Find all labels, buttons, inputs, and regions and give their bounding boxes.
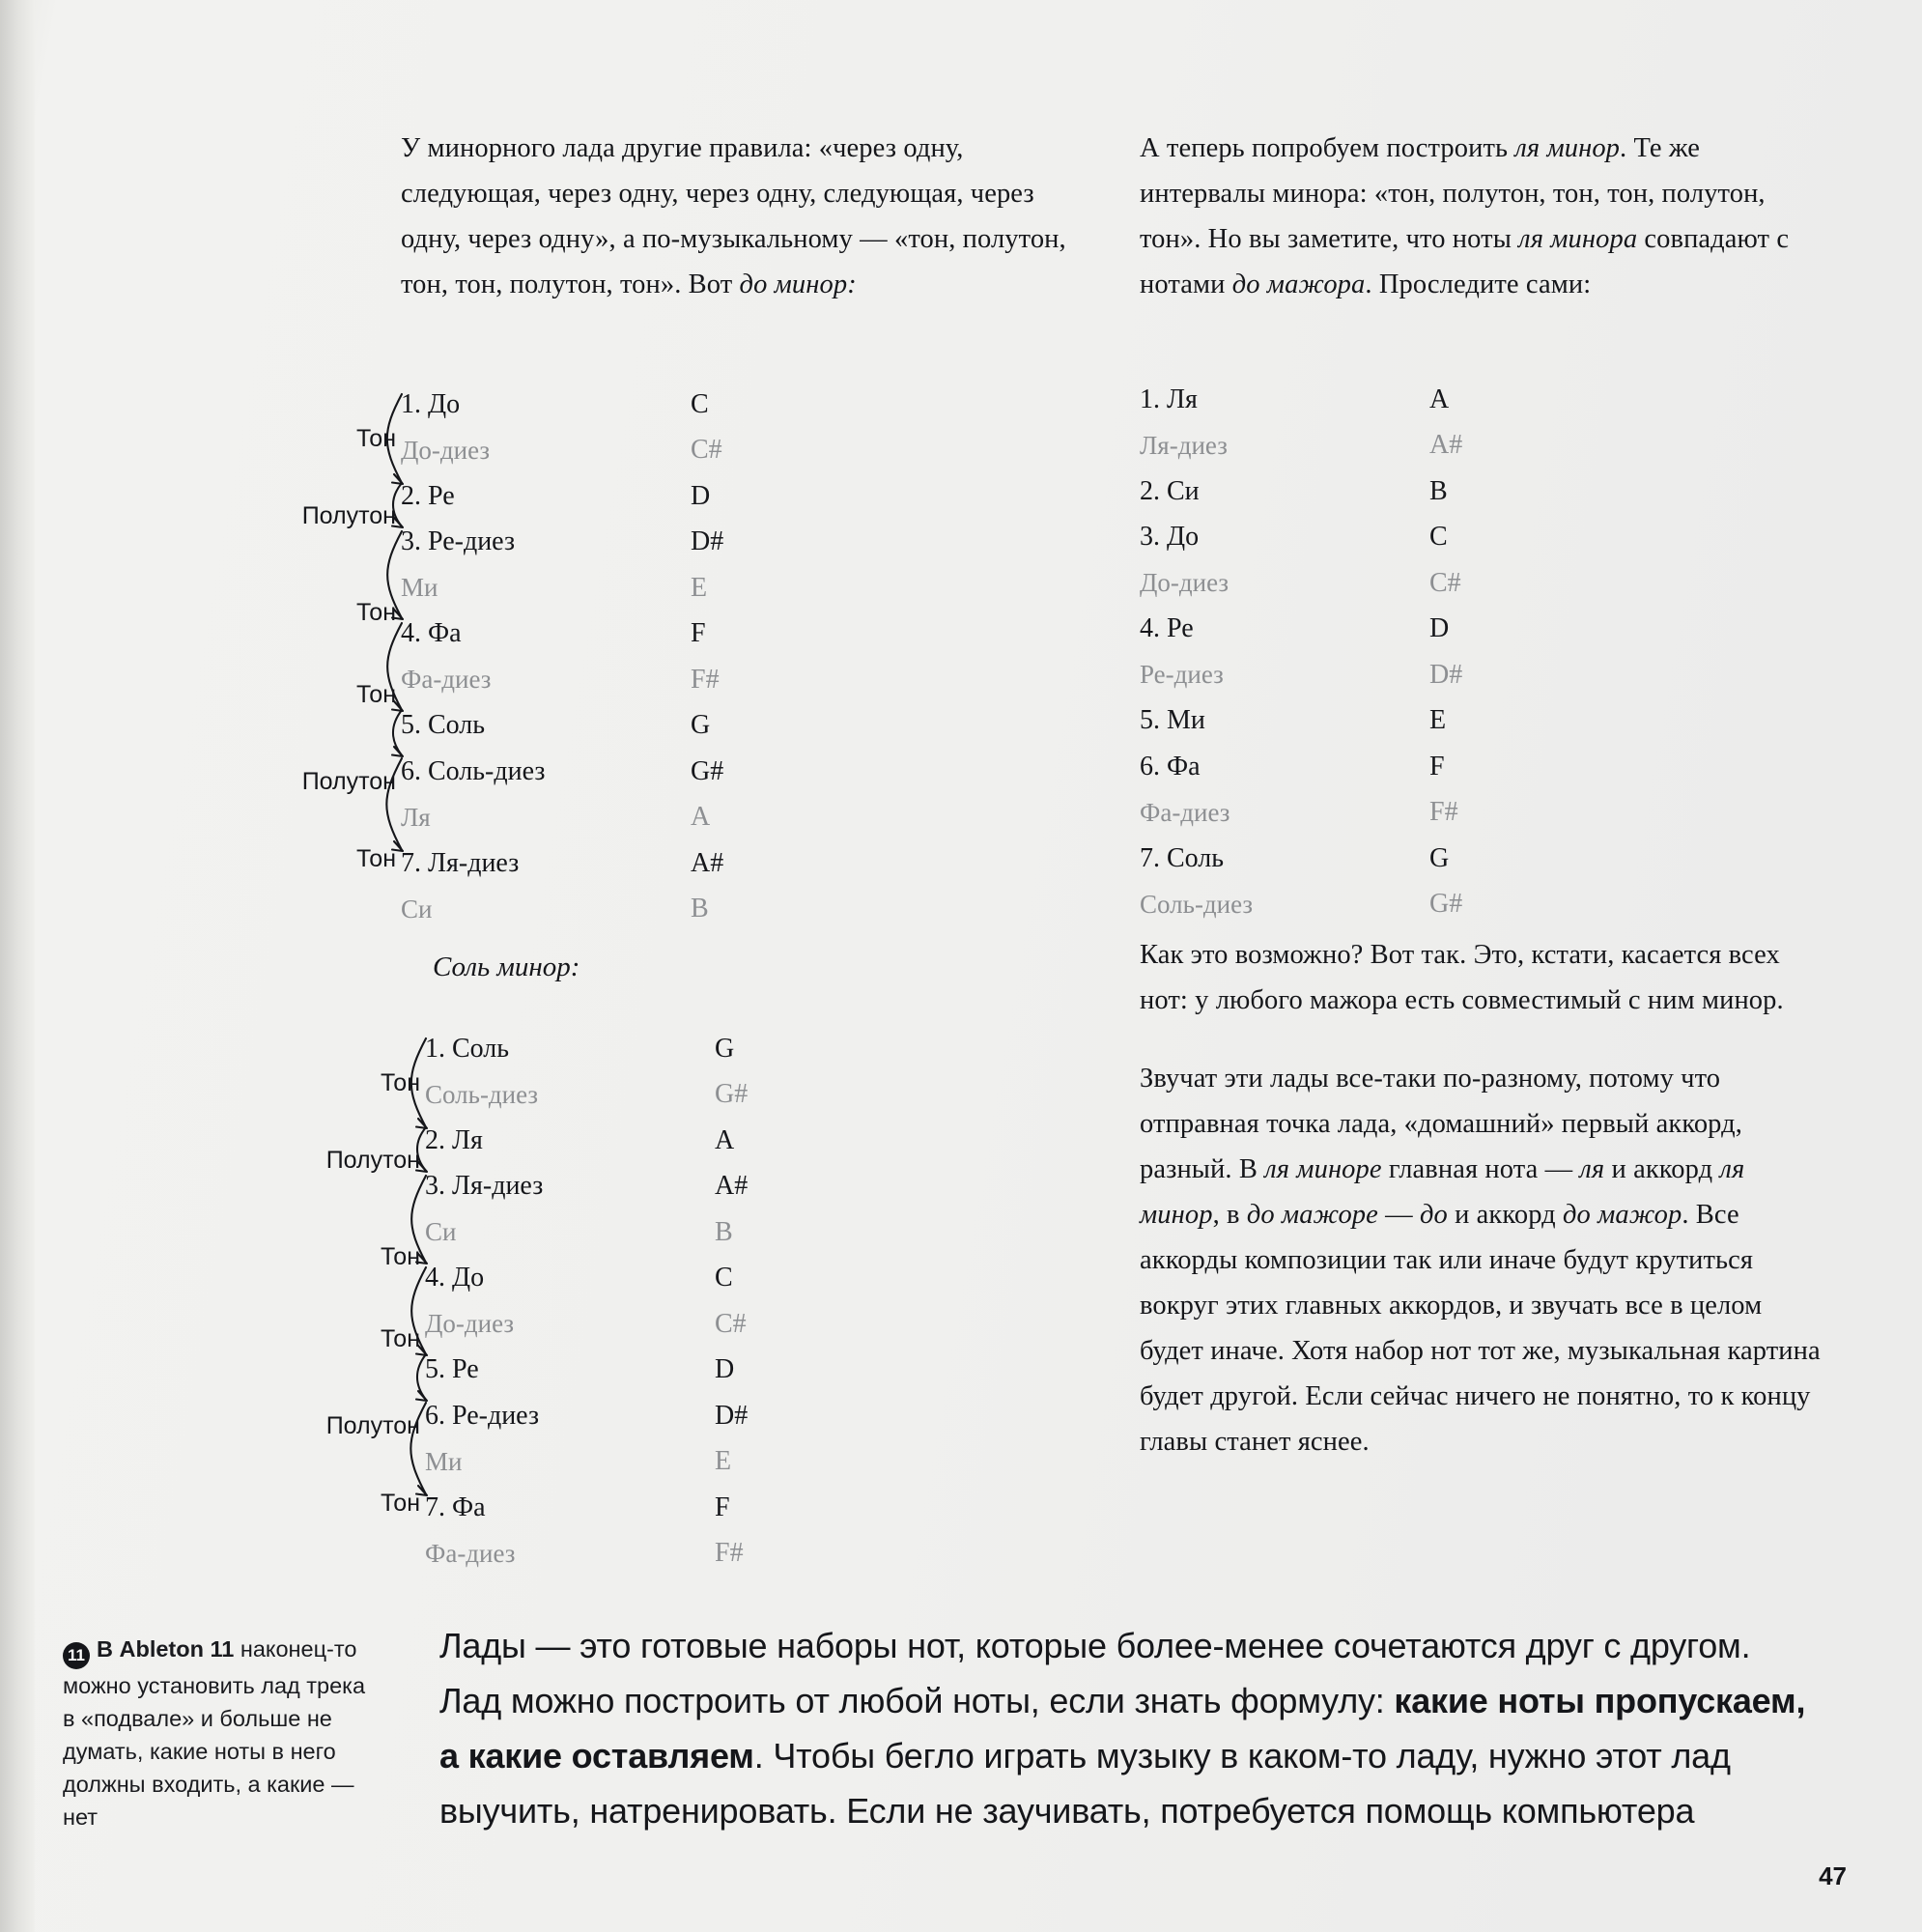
scale-note-name: 1. Ля [1140, 384, 1198, 414]
left-intro-paragraph [401, 126, 1077, 307]
scale-row [1140, 836, 1462, 882]
left-intro-italic: до минор: [739, 270, 857, 299]
interval-label: Тон [355, 845, 396, 872]
interval-label: Тон [380, 1243, 420, 1270]
scale-row [401, 382, 723, 428]
interval-arc [411, 1038, 426, 1127]
scale-note-name: 2. Ля [425, 1124, 483, 1155]
scale-note-letter: C [1429, 522, 1448, 553]
right-lower-text [1140, 932, 1825, 1497]
scale-row [401, 887, 723, 933]
interval-arc [417, 1127, 426, 1171]
scale-note-letter: A# [1429, 430, 1463, 461]
scale-note-name: 5. Ми [1140, 705, 1205, 736]
scale-note-letter: A [1429, 384, 1450, 414]
scale-note-letter: G# [691, 755, 724, 786]
scale-note-name: 6. Ре-диез [425, 1400, 540, 1431]
left-intro-text: У минорного лада другие правила: «через одну, следующая, через одну, через одну, следующая, через одну, через одну», а по-музыкальному — «тон, полутон, тон, тон, полутон, тон». Вот [401, 133, 1066, 299]
right-intro-italic-1: ля минор [1514, 133, 1621, 163]
scale-note-name: Ми [425, 1446, 463, 1476]
scale-note-name: Фа-диез [401, 665, 492, 695]
interval-label: Тон [355, 599, 396, 626]
scale-note-letter: D# [691, 526, 724, 557]
scale-row [425, 1118, 748, 1164]
interval-arc [387, 623, 402, 710]
scale-note-letter: G [1429, 842, 1450, 873]
p3-i1: ля миноре [1264, 1154, 1382, 1184]
scale-note-letter: D# [715, 1400, 749, 1431]
scale-note-letter: B [691, 894, 709, 924]
p3-t4: , в [1212, 1200, 1247, 1230]
scale-note-name: 7. Фа [425, 1492, 486, 1522]
scale-note-letter: G [715, 1033, 735, 1064]
scale-note-name: 6. Соль-диез [401, 755, 546, 786]
interval-label: Тон [380, 1490, 420, 1517]
scale-row [1140, 560, 1462, 607]
scale-table-c-minor [401, 382, 723, 932]
footnote-bold-text: В Ableton 11 [97, 1636, 235, 1662]
p3-i4: до мажоре [1246, 1200, 1378, 1230]
scale-note-name: Соль-диез [1140, 889, 1254, 919]
scale-note-name: Фа-диез [425, 1538, 516, 1568]
scale-note-letter: C# [691, 435, 722, 466]
scale-note-letter: A [691, 802, 711, 833]
right-paragraph-2: Как это возможно? Вот так. Это, кстати, касается всех нот: у любого мажора есть совместимый с ним минор. [1140, 940, 1784, 1015]
scale-row [1140, 515, 1462, 561]
right-intro-text-1: А теперь попробуем построить [1140, 133, 1515, 163]
scale-row [425, 1026, 748, 1072]
scale-note-letter: F [1429, 751, 1445, 781]
scale-table-g-minor [425, 1026, 748, 1577]
scale-note-name: 7. Соль [1140, 842, 1225, 873]
scale-row [1140, 607, 1462, 653]
scale-row [425, 1301, 748, 1348]
scale-note-name: 5. Ре [425, 1354, 479, 1385]
interval-label: Полутон [325, 1412, 420, 1439]
scale-note-letter: F# [691, 664, 720, 695]
bottom-callout [439, 1618, 1811, 1838]
callout-text-2: . Чтобы бегло играть музыку в каком-то ладу, нужно этот лад выучить, натренировать. Если не заучивать, потребуется помощь компьютера [439, 1736, 1731, 1831]
p3-t3: и аккорд [1604, 1154, 1720, 1184]
p3-t7: . Все аккорды композиции так или иначе будут крутиться вокруг этих главных аккордов, и звучать все в целом будет иначе. Хотя набор нот тот же, музыкальная картина будет другой. Если сейчас ничего не понятно, то к концу главы станет яснее. [1140, 1200, 1821, 1457]
footnote-marker-icon: 11 [63, 1642, 90, 1669]
callout-text-1: Лады — это готовые наборы нот, которые более-менее сочетаются друг с другом. Лад можно построить от любой ноты, если знать формулу: [439, 1626, 1751, 1720]
scale-row [401, 749, 723, 795]
scale-row [425, 1209, 748, 1256]
interval-arc [386, 758, 402, 850]
p3-i2: ля [1579, 1154, 1605, 1184]
scale-note-name: Ля-диез [1140, 430, 1228, 460]
interval-label: Тон [355, 425, 396, 452]
scale-row [1140, 469, 1462, 515]
scale-row [401, 565, 723, 611]
scale-note-name: До-диез [425, 1309, 515, 1339]
scale-note-letter: D [715, 1354, 735, 1385]
scale-note-name: 4. Фа [401, 618, 462, 649]
scale-note-name: 1. Соль [425, 1033, 510, 1064]
scale-note-letter: A# [691, 847, 724, 878]
page-edge-shadow [0, 0, 35, 1932]
footnote-text: наконец-то можно установить лад трека в «подвале» и больше не думать, какие ноты в него должны входить, а какие — нет [63, 1636, 366, 1830]
scale-row [425, 1072, 748, 1119]
interval-arrows-c-minor [357, 386, 415, 947]
scale-note-name: Ре-диез [1140, 660, 1224, 690]
right-intro-text-4: . Проследите сами: [1365, 270, 1592, 299]
interval-label: Полутон [301, 768, 396, 795]
scale-note-letter: F# [1429, 797, 1458, 828]
p3-t2: главная нота — [1381, 1154, 1580, 1184]
scale-row [1140, 423, 1462, 469]
scale-row [1140, 882, 1462, 928]
scale-table-a-minor [1140, 377, 1462, 927]
footnote [63, 1633, 382, 1833]
scale-note-name: 2. Ре [401, 480, 455, 511]
interval-arc [393, 483, 402, 526]
scale-row [401, 428, 723, 474]
scale-note-letter: D# [1429, 659, 1463, 690]
scale-note-name: 3. Ре-диез [401, 526, 516, 557]
callout-bold: какие ноты пропускаем, а какие оставляем [439, 1681, 1806, 1776]
scale-note-name: Ля [401, 802, 431, 832]
p3-i6: до мажор [1563, 1200, 1682, 1230]
scale-note-name: До-диез [1140, 568, 1230, 598]
p3-i5: до [1419, 1200, 1448, 1230]
scale-row [425, 1485, 748, 1531]
scale-note-letter: C# [1429, 567, 1461, 598]
interval-arc [411, 1176, 426, 1263]
interval-arc [387, 394, 402, 483]
scale-note-name: Си [401, 894, 433, 923]
interval-label: Тон [380, 1325, 420, 1352]
scale-note-name: 2. Си [1140, 475, 1200, 506]
scale-note-name: 5. Соль [401, 710, 486, 741]
scale-note-letter: E [1429, 705, 1447, 736]
scale-note-name: 3. До [1140, 522, 1200, 553]
scale-note-name: Си [425, 1217, 457, 1247]
right-intro-text-3: совпадают с нотами [1140, 224, 1790, 299]
scale-note-letter: E [715, 1446, 732, 1477]
right-intro-italic-3: до мажора [1231, 270, 1366, 299]
right-intro-italic-2: ля минора [1518, 224, 1638, 254]
p3-t5: — [1377, 1200, 1420, 1230]
scale-row [1140, 790, 1462, 837]
scale-note-letter: A# [715, 1171, 749, 1202]
scale-row [401, 611, 723, 658]
scale-note-letter: A [715, 1124, 735, 1155]
scale-note-name: Фа-диез [1140, 797, 1230, 827]
scale-row [425, 1393, 748, 1439]
interval-label: Тон [380, 1069, 420, 1096]
scale-note-letter: B [1429, 475, 1448, 506]
p3-t6: и аккорд [1447, 1200, 1563, 1230]
interval-label: Полутон [325, 1147, 420, 1174]
scale-note-letter: C# [715, 1308, 747, 1339]
scale-note-name: 4. До [425, 1263, 485, 1293]
scale-note-letter: G [691, 710, 711, 741]
interval-arrows-g-minor [382, 1031, 439, 1591]
scale-note-name: 1. До [401, 388, 461, 419]
scale-row [401, 657, 723, 703]
scale-row [425, 1164, 748, 1210]
scale-row [1140, 744, 1462, 790]
interval-arc [410, 1403, 426, 1494]
scale-row [1140, 652, 1462, 698]
scale-note-letter: G# [1429, 889, 1463, 920]
interval-arc [387, 531, 402, 618]
scale-row [401, 795, 723, 841]
scale-row [425, 1256, 748, 1302]
p3-t1: Звучат эти лады все-таки по-разному, потому что отправная точка лада, «домашний» первый аккорд, разный. В [1140, 1064, 1742, 1184]
scale-row [401, 840, 723, 887]
scale-row [425, 1439, 748, 1486]
scale-note-letter: F# [715, 1538, 744, 1569]
scale-row [425, 1348, 748, 1394]
scale-note-letter: F [691, 618, 706, 649]
right-column [1140, 126, 1816, 340]
scale-note-name: 4. Ре [1140, 613, 1194, 644]
scale-note-name: 7. Ля-диез [401, 847, 520, 878]
scale-note-letter: C [691, 388, 709, 419]
left-column [401, 126, 1077, 340]
scale-row [1140, 698, 1462, 745]
scale-note-name: Соль-диез [425, 1079, 539, 1109]
interval-label: Тон [355, 681, 396, 708]
scale-note-name: До-диез [401, 435, 491, 465]
interval-arc [411, 1267, 426, 1354]
scale-note-letter: B [715, 1216, 733, 1247]
scale-row [401, 703, 723, 750]
scale-row [1140, 377, 1462, 423]
page-number: 47 [1819, 1861, 1847, 1890]
scale-note-name: 6. Фа [1140, 751, 1201, 781]
right-paragraph-3 [1140, 1056, 1825, 1464]
right-intro-text-2: . Те же интервалы минора: «тон, полутон, тон, тон, полутон, тон». Но вы заметите, что ноты [1140, 133, 1766, 254]
scale-row [401, 473, 723, 520]
g-minor-heading: Соль минор: [433, 952, 580, 982]
scale-note-letter: E [691, 572, 708, 603]
scale-row [425, 1531, 748, 1577]
scale-row [401, 520, 723, 566]
scale-note-letter: C [715, 1263, 733, 1293]
p3-i3: ля минор [1140, 1154, 1745, 1230]
scale-note-letter: D [691, 480, 711, 511]
right-intro-paragraph [1140, 126, 1816, 307]
scale-note-name: Ми [401, 573, 438, 603]
scale-note-letter: G# [715, 1079, 749, 1110]
scale-note-letter: D [1429, 613, 1450, 644]
interval-label: Полутон [301, 502, 396, 529]
scale-note-letter: F [715, 1492, 730, 1522]
scale-note-name: 3. Ля-диез [425, 1171, 544, 1202]
